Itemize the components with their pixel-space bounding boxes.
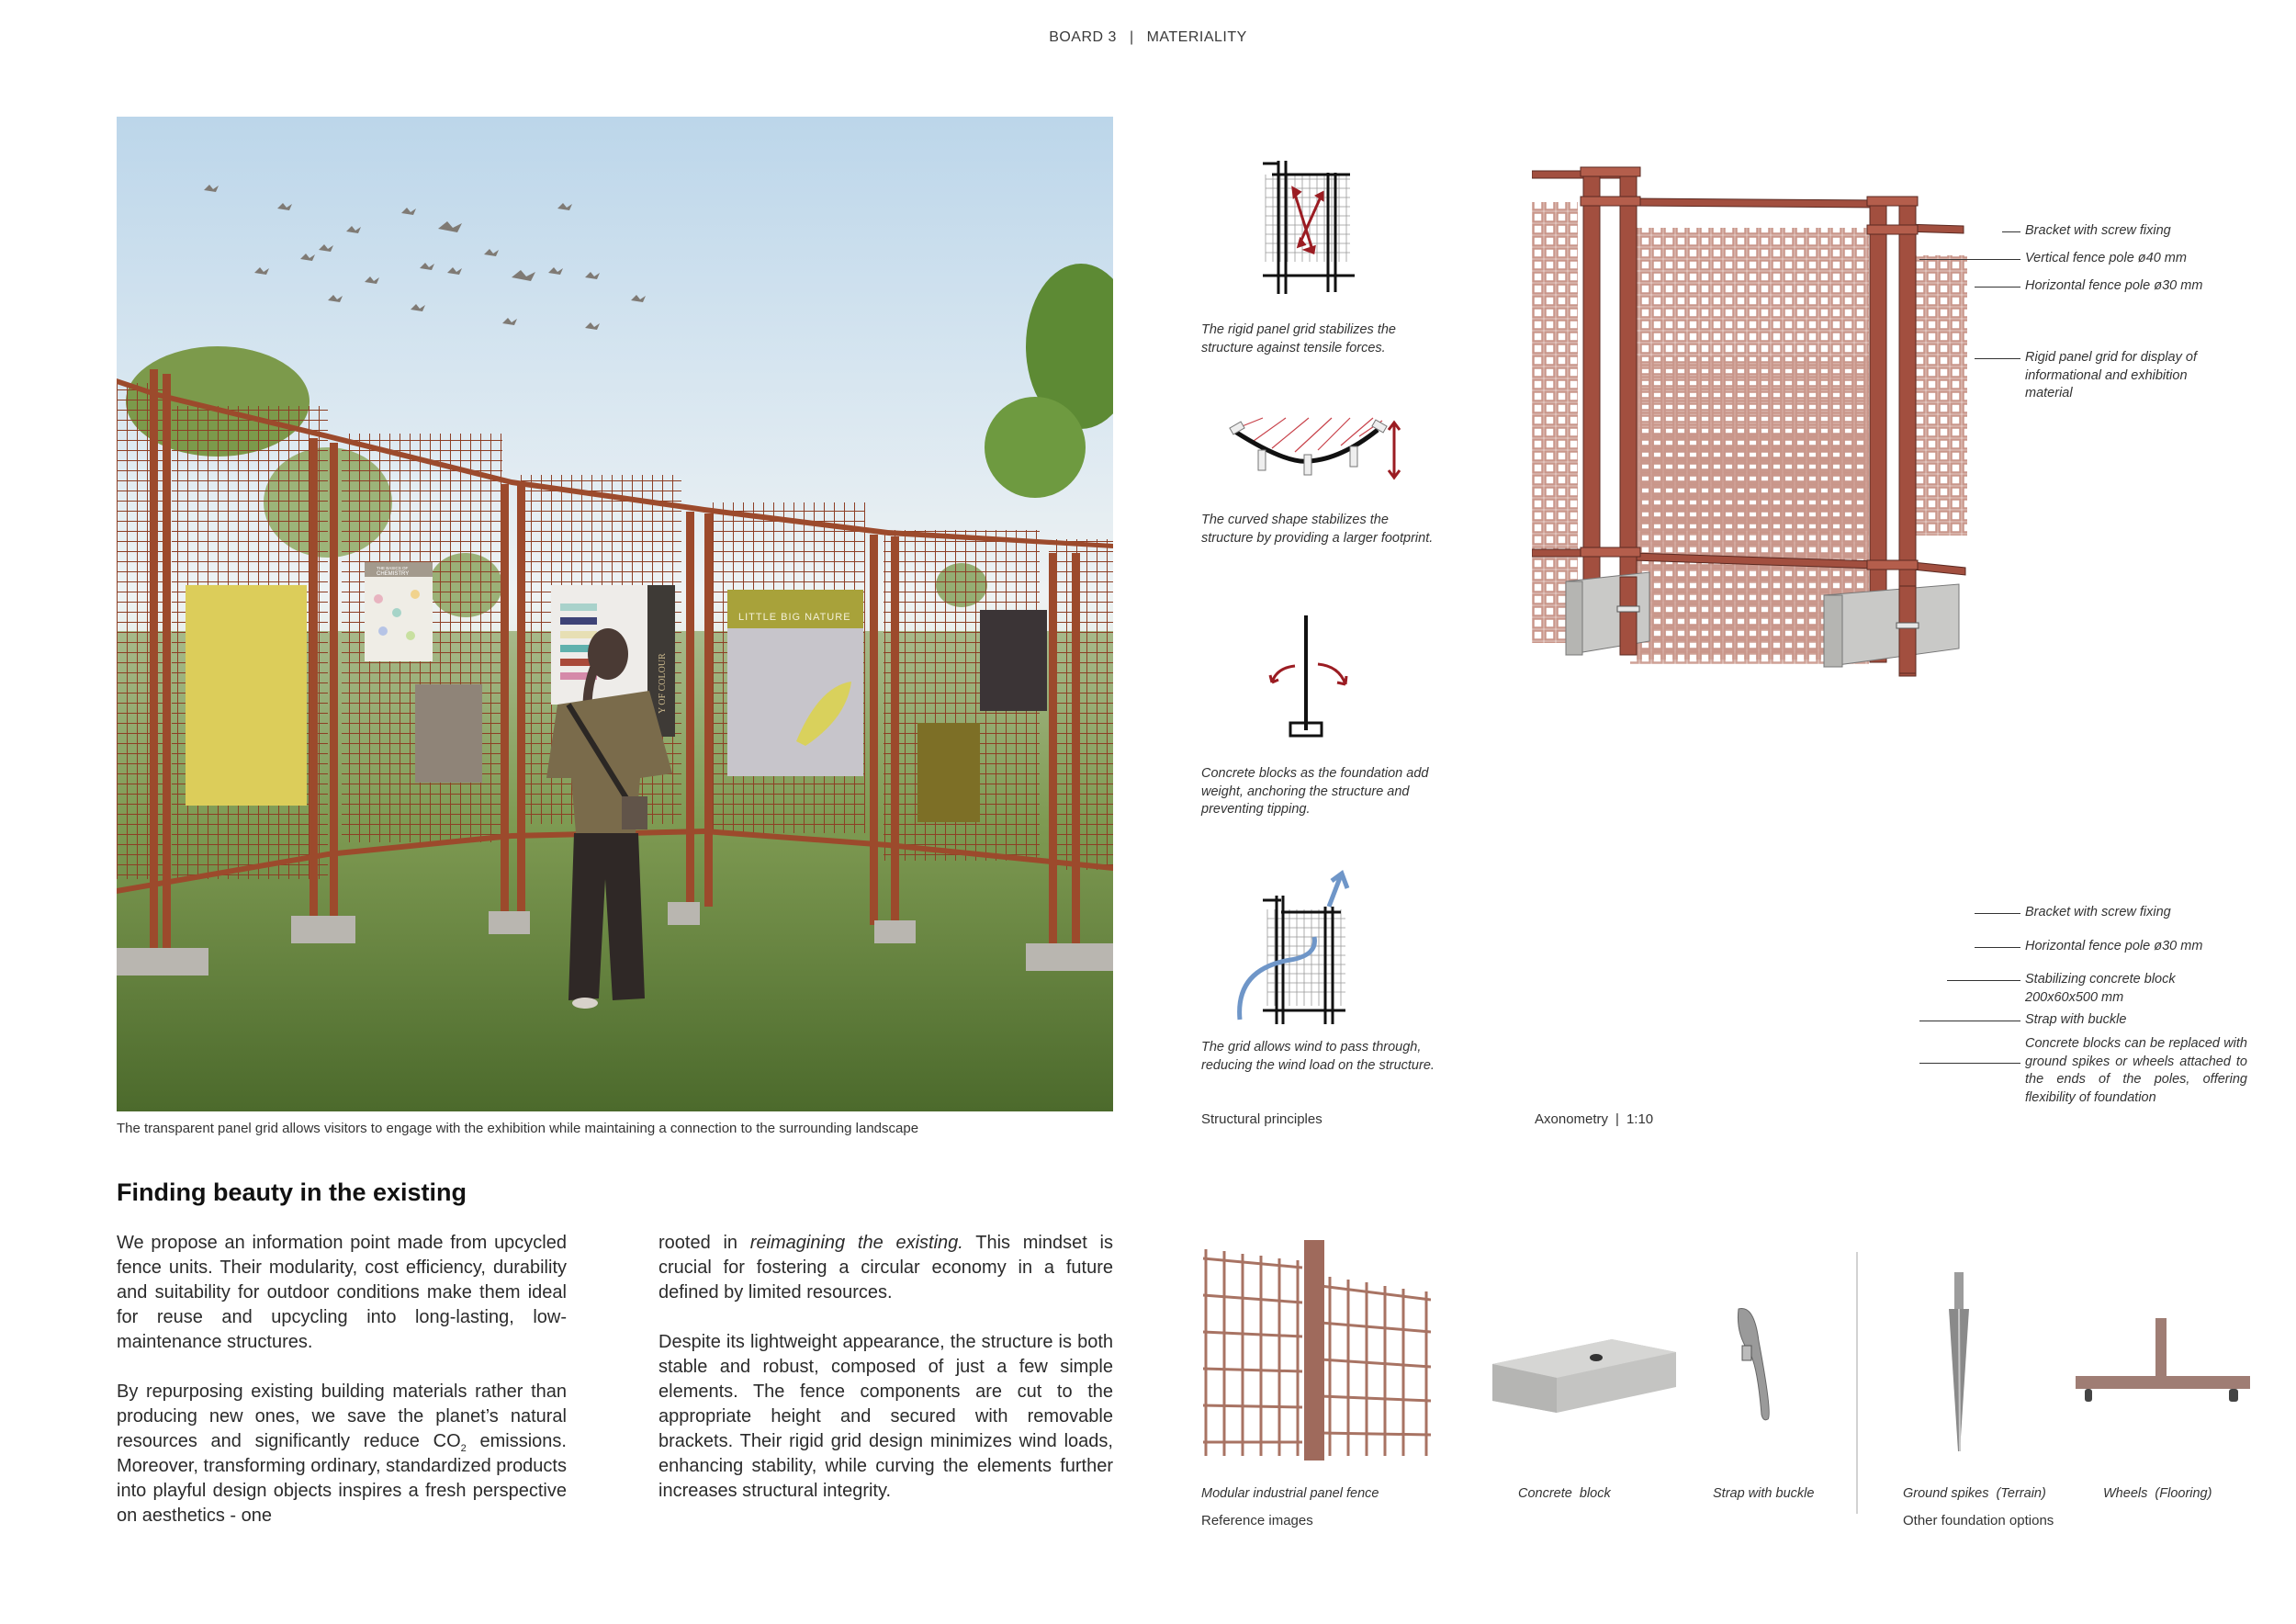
leader-line xyxy=(1975,947,2020,948)
callout-horizontal-pole-bottom: Horizontal fence pole ø30 mm xyxy=(2025,939,2203,953)
callout-horizontal-pole-top: Horizontal fence pole ø30 mm xyxy=(2025,278,2203,293)
sketch-concrete-anchor xyxy=(1258,611,1359,744)
foundation-image-ground-spike xyxy=(1945,1272,1973,1456)
reference-label-panel-fence: Modular industrial panel fence xyxy=(1201,1486,1379,1501)
article-paragraph: rooted in reimagining the existing. This mindset is crucial for fostering a circular economy in a future defined by limited resources. xyxy=(658,1233,1113,1303)
callout-bracket-top: Bracket with screw fixing xyxy=(2025,223,2171,238)
reference-image-strap-buckle xyxy=(1731,1304,1786,1428)
drawing-scale: 1:10 xyxy=(1626,1111,1654,1127)
structural-principles-label: Structural principles xyxy=(1201,1111,1322,1127)
foundation-image-wheels xyxy=(2071,1314,2255,1419)
sketch-curved-shape xyxy=(1221,413,1405,491)
leader-line xyxy=(1947,980,2020,981)
reference-images-label: Reference images xyxy=(1201,1513,1313,1528)
principle-caption-3: Concrete blocks as the foundation add weight, anchoring the structure and preventing tipping. xyxy=(1201,766,1429,817)
side-grid-panel-left xyxy=(1532,202,1578,643)
side-grid-panel-right xyxy=(1910,255,1967,536)
leader-line xyxy=(1975,913,2020,914)
poster-chemistry-title: CHEMISTRY xyxy=(377,571,410,577)
section-divider xyxy=(1856,1252,1858,1514)
callout-vertical-pole: Vertical fence pole ø40 mm xyxy=(2025,251,2187,265)
flock-of-birds xyxy=(204,185,646,330)
article-paragraph: By repurposing existing building materials rather than producing new ones, we save the planet’s natural resources and significantly reduce $CO_2$ emissions. Moreover, transforming ordinary, standardized products into playful design objects inspires a fresh perspective on aesthetics - one xyxy=(117,1382,567,1526)
sketch-wind-through-grid xyxy=(1226,868,1373,1038)
poster-dark xyxy=(980,610,1047,711)
reference-label-strap-buckle: Strap with buckle xyxy=(1713,1486,1815,1501)
board-number: BOARD 3 xyxy=(1049,29,1117,45)
reference-image-concrete-block xyxy=(1488,1332,1681,1428)
article-paragraph: Despite its lightweight appearance, the structure is both stable and robust, composed of just a few simple elements. The fence components are cut to the appropriate height and secured with removable brackets. Their rigid grid design minimizes wind loads, enhancing stability, while curving the elements further increases structural integrity. xyxy=(658,1332,1113,1501)
poster-taupe xyxy=(415,684,482,783)
photo-caption: The transparent panel grid allows visitors to engage with the exhibition while maintaining a connection to the surrounding landscape xyxy=(117,1121,919,1136)
leader-line xyxy=(1975,358,2020,359)
axonometry-drawing xyxy=(1532,164,2000,1082)
vertical-pole-1 xyxy=(1583,171,1600,648)
leader-line xyxy=(1919,259,2020,260)
header-separator: | xyxy=(1129,29,1134,45)
exhibition-render-photo xyxy=(117,117,1113,1111)
leader-line xyxy=(1919,1063,2020,1064)
reference-label-concrete-block: Concrete block xyxy=(1518,1486,1611,1501)
axonometry-label: Axonometry | 1:10 xyxy=(1535,1111,1654,1127)
principle-caption-2: The curved shape stabilizes the structure by providing a larger footprint. xyxy=(1201,513,1434,546)
board-header xyxy=(0,29,2296,46)
poster-nature-title: LITTLE BIG NATURE xyxy=(738,612,851,623)
poster-olive xyxy=(917,723,980,822)
article-column-2 xyxy=(658,1231,1113,1528)
horizontal-pole-top xyxy=(1633,198,1876,208)
article-column-1 xyxy=(117,1231,567,1553)
leader-line xyxy=(2002,231,2020,232)
callout-strap-buckle: Strap with buckle xyxy=(2025,1012,2127,1027)
poster-colour-vertical-title: Y OF COLOUR xyxy=(658,653,668,714)
principle-caption-1: The rigid panel grid stabilizes the structure against tensile forces. xyxy=(1201,322,1396,355)
article-title: Finding beauty in the existing xyxy=(117,1179,467,1206)
board-section: MATERIALITY xyxy=(1146,29,1247,45)
poster-yellow xyxy=(186,585,307,806)
reference-image-panel-fence xyxy=(1201,1240,1431,1465)
vertical-pole-2 xyxy=(1620,171,1637,644)
poster-chemistry-subtitle: THE BASICS OF xyxy=(377,566,409,570)
co2-subscript: 2 xyxy=(460,1443,467,1454)
foundation-label-ground-spikes: Ground spikes (Terrain) xyxy=(1903,1486,2046,1501)
callout-concrete-block: Stabilizing concrete block 200x60x500 mm xyxy=(2025,972,2176,1005)
principle-caption-4: The grid allows wind to pass through, reducing the wind load on the structure. xyxy=(1201,1040,1435,1073)
article-paragraph: We propose an information point made from upcycled fence units. Their modularity, cost efficiency, durability and suitability for outdoor conditions make them ideal for reuse and upcycling into long-lasting, low-maintenance structures. xyxy=(117,1233,567,1352)
leader-line xyxy=(1975,287,2020,288)
other-foundation-options-label: Other foundation options xyxy=(1903,1513,2054,1528)
callout-bracket-bottom: Bracket with screw fixing xyxy=(2025,905,2171,919)
sketch-rigid-grid xyxy=(1258,156,1359,299)
emphasis-text: reimagining the existing. xyxy=(749,1233,963,1253)
callout-foundation-options: Concrete blocks can be replaced with ground spikes or wheels attached to the ends of the poles, offering flexibility of foundation xyxy=(2025,1036,2247,1105)
foundation-label-wheels: Wheels (Flooring) xyxy=(2103,1486,2212,1501)
callout-rigid-panel-grid: Rigid panel grid for display of informational and exhibition material xyxy=(2025,350,2197,400)
